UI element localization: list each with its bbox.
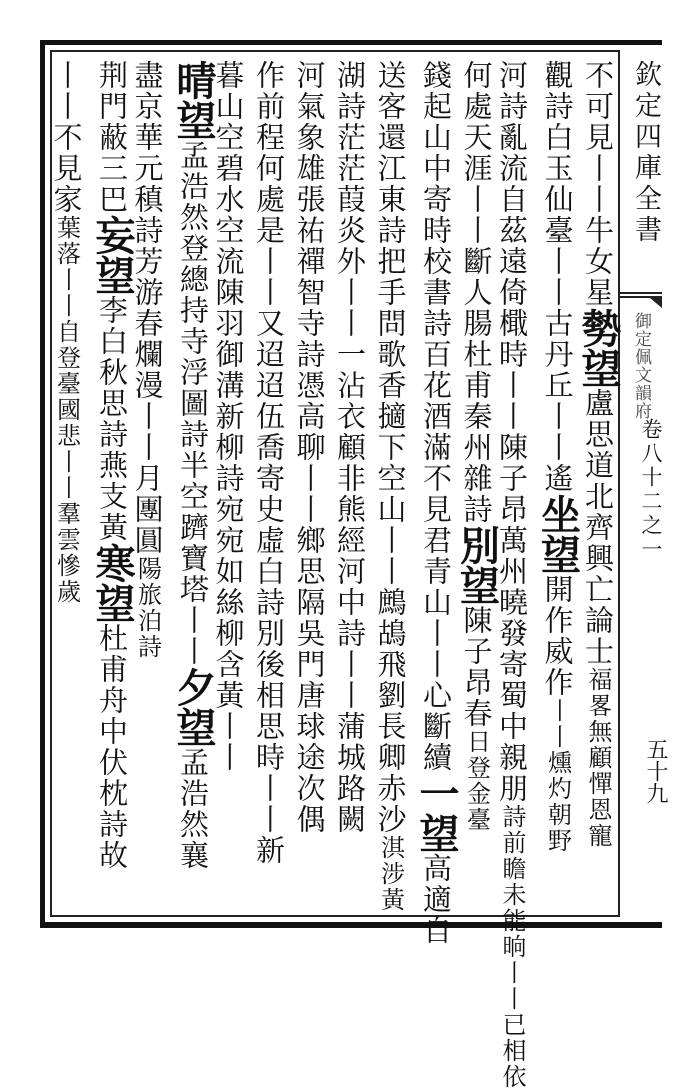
text-segment: 開作威作	[540, 574, 575, 698]
frame-inner-top	[50, 50, 618, 52]
text-column	[333, 60, 367, 835]
entry-heading: 夕望	[170, 667, 217, 747]
text-column	[373, 60, 408, 913]
text-column	[130, 60, 165, 660]
fold-divider	[618, 50, 620, 917]
text-column	[495, 60, 529, 1090]
text-segment: 河詩亂流自茲遠倚檝時丨丨	[495, 60, 529, 432]
text-segment: 河氣象雄張祐禪智寺詩憑高聊丨丨鄉思隔吳門唐球途次偶	[292, 60, 327, 835]
entry-heading: 寒望	[89, 543, 136, 623]
frame-border-bottom	[40, 922, 662, 928]
fold-title: 欽定四庫全書	[630, 60, 661, 246]
text-column	[252, 60, 286, 866]
text-segment: 何處天涯丨丨斷人腸杜甫秦州雜詩	[459, 60, 494, 525]
text-column	[413, 60, 460, 946]
text-segment: 送客還江東詩把手問歌香擿下空山丨丨鷓鴣飛劉長卿赤沙	[373, 60, 408, 835]
frame-inner-bottom	[50, 915, 618, 917]
text-segment: 淇涉黃	[376, 835, 405, 913]
text-segment: 暮山空碧水空流陳羽御溝新柳詩宛宛如絲柳含黃丨丨	[211, 60, 246, 773]
text-segment: 陽旅泊詩	[133, 556, 162, 660]
text-column	[211, 60, 246, 773]
text-segment: 不可見丨丨牛女星	[581, 60, 615, 308]
fold-fish-tail-rule	[620, 292, 662, 294]
text-column	[49, 60, 84, 605]
text-column	[575, 60, 622, 849]
text-column	[89, 60, 136, 871]
text-segment: 錢起山中寄時校書詩百花酒滿不見君青山丨丨心斷續	[419, 60, 453, 773]
fold-subtitle: 御定佩文韻府	[631, 312, 651, 420]
text-segment: 盡京華元稹詩芳游春爛漫丨丨月團圓	[130, 60, 165, 556]
text-column	[170, 60, 217, 871]
text-segment: 日登金臺	[462, 729, 491, 833]
text-segment: 國悲丨丨羣雲慘歲	[52, 397, 81, 605]
text-segment: 孟浩然襄	[176, 747, 210, 871]
entry-heading: 勢望	[575, 308, 622, 388]
text-segment: 葉落丨丨自登臺	[52, 215, 81, 397]
text-segment: 孟浩然登總持寺浮圖詩半空躋寶塔丨丨	[176, 140, 210, 667]
entry-heading: 妄望	[89, 215, 136, 295]
entry-heading: 一望	[413, 773, 460, 853]
frame-border-top	[42, 40, 662, 45]
text-column	[534, 60, 582, 854]
text-segment: 盧思道北齊興亡論士	[581, 388, 615, 667]
text-segment: 觀詩白玉仙臺丨丨古丹丘丨丨遙	[540, 60, 575, 494]
text-segment: 陳子昂春	[459, 605, 494, 729]
text-segment: 作前程何處是丨丨又迢迢伍喬寄史虛白詩別後相思時丨丨新	[252, 60, 286, 866]
text-segment: 丨丨燻灼朝野	[543, 698, 572, 854]
frame-border-left	[40, 40, 45, 928]
text-segment: 湖詩茫茫葭炎外丨丨一沾衣顧非熊經河中詩丨丨蒲城路闕	[333, 60, 367, 835]
text-segment: 詩前瞻未能晌丨丨已相依	[498, 804, 526, 1090]
page-number: 五十九	[643, 738, 668, 804]
text-segment: 荆門蔽三巴	[95, 60, 129, 215]
entry-heading: 晴望	[170, 60, 217, 140]
text-column	[292, 60, 327, 835]
entry-heading: 別望	[453, 525, 501, 605]
text-segment: 福畧無顧憚恩寵	[584, 667, 612, 849]
text-segment: 杜甫舟中伏枕詩故	[95, 623, 129, 871]
text-column	[453, 60, 501, 833]
text-segment: 陳子昂萬州曉發寄蜀中親朋	[495, 432, 529, 804]
text-segment: 高適自	[419, 853, 453, 946]
fish-tail-mark	[650, 298, 662, 308]
fold-volume: 卷八十二之一	[639, 418, 663, 562]
entry-heading: 坐望	[534, 494, 582, 574]
text-segment: 丨丨不見家	[49, 60, 84, 215]
text-segment: 李白秋思詩燕支黃	[95, 295, 129, 543]
